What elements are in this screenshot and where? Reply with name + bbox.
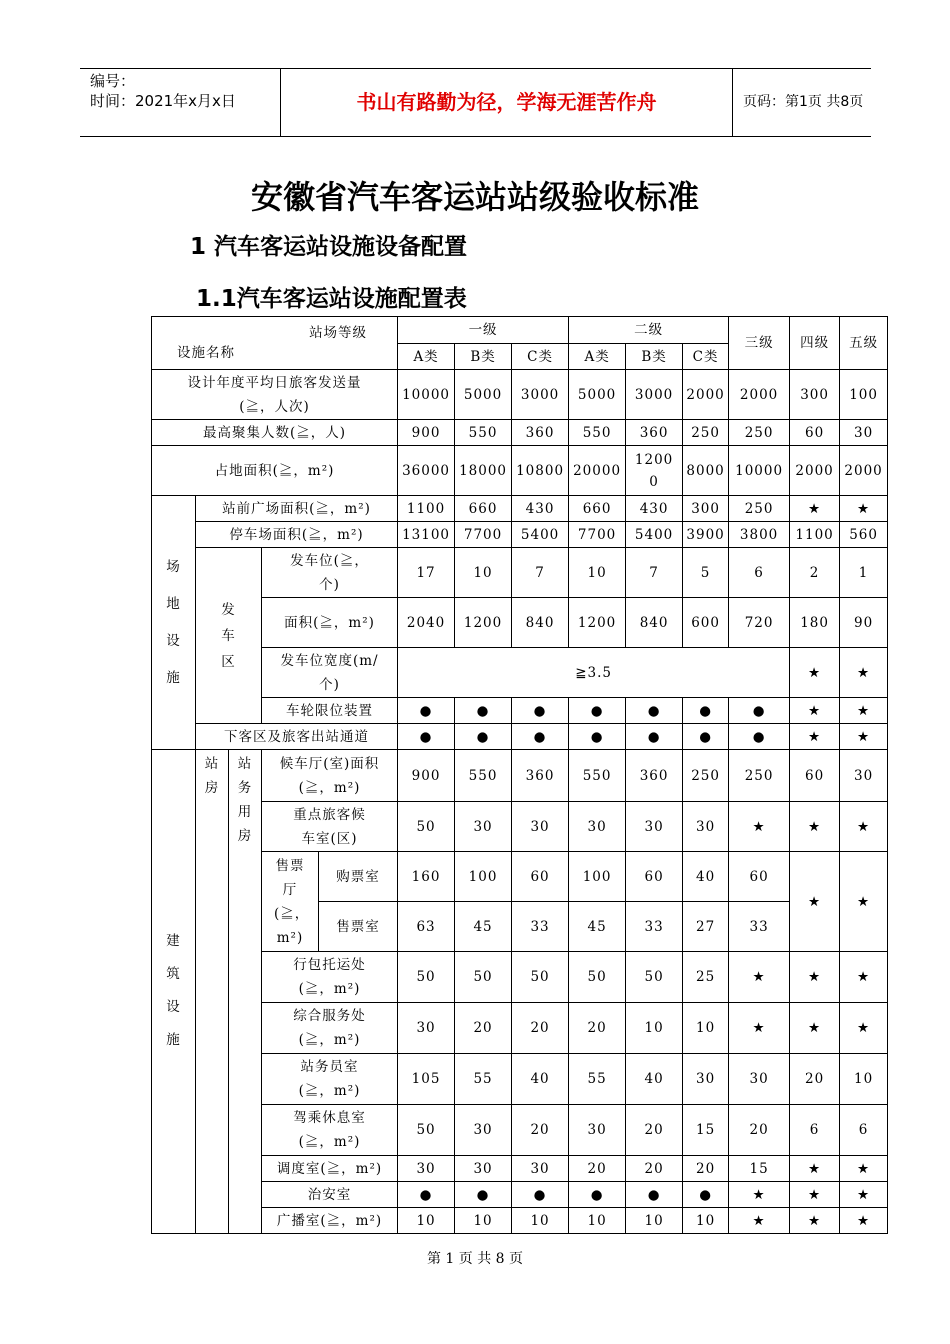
value-cell: 33: [512, 902, 569, 952]
value-cell: 360: [512, 750, 569, 802]
value-cell: 60: [512, 852, 569, 902]
value-cell: 7: [626, 548, 683, 598]
class-a-header: A类: [398, 344, 455, 370]
value-cell: 30: [840, 750, 888, 802]
value-cell: ★: [840, 496, 888, 522]
value-cell: ★: [840, 802, 888, 852]
table-row: [152, 698, 888, 724]
value-cell: 7700: [455, 522, 512, 548]
value-cell: ★: [840, 852, 888, 952]
row-label: 最高聚集人数(≧，人): [152, 420, 398, 446]
value-cell: ★: [790, 724, 840, 750]
value-cell: 30: [729, 1054, 790, 1105]
value-cell: 10: [626, 1003, 683, 1054]
value-cell: 25: [683, 952, 729, 1003]
value-cell: 36000: [398, 446, 455, 496]
table-row: [152, 1105, 888, 1156]
value-cell: 50: [512, 952, 569, 1003]
value-cell: ●: [683, 724, 729, 750]
value-cell: ●: [455, 1182, 512, 1208]
table-row: [152, 548, 888, 598]
table-row: [152, 1182, 888, 1208]
value-cell: 5: [683, 548, 729, 598]
facility-config-table: [151, 316, 888, 1234]
value-cell: 3000: [626, 370, 683, 420]
value-cell: 100: [455, 852, 512, 902]
value-cell: 30: [683, 1054, 729, 1105]
value-cell: 8000: [683, 446, 729, 496]
value-cell: 550: [569, 750, 626, 802]
value-cell: 10: [683, 1208, 729, 1234]
value-cell: ★: [729, 952, 790, 1003]
value-cell: 250: [729, 420, 790, 446]
value-cell: 1200: [455, 598, 512, 648]
value-cell: 45: [569, 902, 626, 952]
class-b-header: B类: [455, 344, 512, 370]
value-cell: 30: [398, 1003, 455, 1054]
value-cell: 60: [626, 852, 683, 902]
value-cell: 60: [790, 750, 840, 802]
value-cell: ★: [840, 724, 888, 750]
value-cell: 50: [398, 1105, 455, 1156]
category-departure-area: [196, 548, 262, 724]
class-a-header: A类: [569, 344, 626, 370]
value-cell: 40: [683, 852, 729, 902]
value-cell: 30: [455, 802, 512, 852]
category-site-facilities: [152, 496, 196, 750]
row-label: 发车位宽度(m/个): [262, 648, 398, 698]
value-cell: ★: [729, 1182, 790, 1208]
category-ticket-label: 售票厅(≧，m²): [274, 857, 310, 946]
class-c-header: C类: [512, 344, 569, 370]
table-row: [152, 522, 888, 548]
value-cell: 2040: [398, 598, 455, 648]
category-staff-rooms: [229, 750, 262, 1234]
value-cell: 33: [626, 902, 683, 952]
value-cell: 10: [455, 548, 512, 598]
value-cell: ★: [790, 802, 840, 852]
table-row: [152, 952, 888, 1003]
category-station-label: 站房: [204, 756, 220, 796]
value-cell: 18000: [455, 446, 512, 496]
category-building-facilities: [152, 750, 196, 1234]
corner-level-label: 站场等级: [309, 325, 368, 341]
value-cell: ●: [626, 698, 683, 724]
value-cell: 2000: [840, 446, 888, 496]
level-3-header: 三级: [729, 317, 790, 370]
table-row: [152, 446, 888, 496]
value-cell: 20: [512, 1003, 569, 1054]
header-motto: 书山有路勤为径，学海无涯苦作舟: [280, 69, 733, 136]
value-cell: 2000: [729, 370, 790, 420]
value-cell: 250: [683, 750, 729, 802]
value-cell: 250: [683, 420, 729, 446]
value-cell: 300: [683, 496, 729, 522]
value-cell: 30: [683, 802, 729, 852]
value-cell: ●: [626, 724, 683, 750]
row-label: 广播室(≧，m²): [262, 1208, 398, 1234]
value-cell: 7700: [569, 522, 626, 548]
value-cell: 20: [569, 1156, 626, 1182]
row-label: 售票室: [319, 902, 398, 952]
value-cell: ●: [626, 1182, 683, 1208]
row-label: 站务员室(≧，m²): [262, 1054, 398, 1105]
value-cell: ★: [840, 648, 888, 698]
value-cell: 10: [840, 1054, 888, 1105]
value-cell: 10: [683, 1003, 729, 1054]
value-cell: ★: [840, 1003, 888, 1054]
value-cell: ●: [398, 698, 455, 724]
value-cell: ★: [840, 1182, 888, 1208]
value-cell: ●: [455, 698, 512, 724]
value-cell: 40: [626, 1054, 683, 1105]
document-number-label: 编号：: [90, 72, 136, 90]
value-cell: 560: [840, 522, 888, 548]
table-row: [152, 852, 888, 902]
value-cell: ●: [683, 698, 729, 724]
value-cell: 60: [729, 852, 790, 902]
value-cell: 900: [398, 750, 455, 802]
table-row: [152, 750, 888, 802]
value-cell: 10800: [512, 446, 569, 496]
value-cell: 20: [790, 1054, 840, 1105]
row-label: 调度室(≧，m²): [262, 1156, 398, 1182]
row-label: 停车场面积(≧，m²): [196, 522, 398, 548]
value-cell: 550: [455, 750, 512, 802]
level-4-header: 四级: [790, 317, 840, 370]
value-cell: ★: [790, 1003, 840, 1054]
value-cell: 12000: [626, 446, 683, 496]
value-cell: 30: [398, 1156, 455, 1182]
value-cell: ★: [729, 802, 790, 852]
value-cell: 2: [790, 548, 840, 598]
value-cell: 3800: [729, 522, 790, 548]
value-cell: 360: [626, 420, 683, 446]
table-corner-header: [152, 317, 398, 370]
row-label: 发车位(≧，个): [262, 548, 398, 598]
value-cell: 160: [398, 852, 455, 902]
value-cell: 63: [398, 902, 455, 952]
value-cell: 20: [569, 1003, 626, 1054]
value-cell: 1: [840, 548, 888, 598]
category-building-label: 建筑设施: [166, 932, 181, 1048]
class-c-header: C类: [683, 344, 729, 370]
value-cell: 20: [626, 1156, 683, 1182]
corner-facility-label: 设施名称: [177, 345, 235, 361]
value-cell: 1100: [398, 496, 455, 522]
value-cell: 840: [626, 598, 683, 648]
value-cell: 900: [398, 420, 455, 446]
value-cell: ★: [840, 1208, 888, 1234]
value-cell: 5000: [569, 370, 626, 420]
value-cell: 100: [569, 852, 626, 902]
value-cell: 550: [569, 420, 626, 446]
value-cell: ●: [569, 1182, 626, 1208]
bay-width-value: ≧3.5: [398, 648, 790, 698]
value-cell: ●: [512, 724, 569, 750]
value-cell: 50: [455, 952, 512, 1003]
class-b-header: B类: [626, 344, 683, 370]
value-cell: 10: [569, 548, 626, 598]
value-cell: 20: [626, 1105, 683, 1156]
value-cell: 5400: [626, 522, 683, 548]
value-cell: ★: [840, 1156, 888, 1182]
value-cell: 3000: [512, 370, 569, 420]
row-label: 面积(≧，m²): [262, 598, 398, 648]
value-cell: 3900: [683, 522, 729, 548]
header-left: [80, 69, 280, 136]
document-date-label: 时间：2021年x月x日: [90, 92, 236, 110]
value-cell: ★: [790, 496, 840, 522]
category-staff-label: 站务用房: [237, 756, 253, 844]
value-cell: 30: [569, 802, 626, 852]
row-label: 站前广场面积(≧，m²): [196, 496, 398, 522]
value-cell: 15: [729, 1156, 790, 1182]
value-cell: 6: [790, 1105, 840, 1156]
value-cell: 30: [455, 1156, 512, 1182]
value-cell: 600: [683, 598, 729, 648]
value-cell: ★: [729, 1003, 790, 1054]
value-cell: 50: [626, 952, 683, 1003]
row-label: 候车厅(室)面积(≧，m²): [262, 750, 398, 802]
value-cell: ★: [840, 698, 888, 724]
value-cell: 5000: [455, 370, 512, 420]
value-cell: 50: [398, 952, 455, 1003]
category-ticket-hall: [262, 852, 319, 952]
value-cell: 430: [626, 496, 683, 522]
level-2-header: 二级: [569, 317, 729, 344]
table-row: [152, 648, 888, 698]
row-label: 下客区及旅客出站通道: [196, 724, 398, 750]
value-cell: 55: [569, 1054, 626, 1105]
value-cell: ●: [455, 724, 512, 750]
value-cell: 430: [512, 496, 569, 522]
value-cell: 10: [398, 1208, 455, 1234]
value-cell: 60: [790, 420, 840, 446]
value-cell: ★: [840, 952, 888, 1003]
table-row: [152, 1054, 888, 1105]
value-cell: 6: [729, 548, 790, 598]
table-row: [152, 1208, 888, 1234]
value-cell: 720: [729, 598, 790, 648]
row-label: 设计年度平均日旅客发送量(≧，人次): [152, 370, 398, 420]
value-cell: ●: [512, 1182, 569, 1208]
row-label: 治安室: [262, 1182, 398, 1208]
value-cell: 30: [626, 802, 683, 852]
level-1-header: 一级: [398, 317, 569, 344]
value-cell: 50: [569, 952, 626, 1003]
row-label: 驾乘休息室(≧，m²): [262, 1105, 398, 1156]
value-cell: 30: [455, 1105, 512, 1156]
table-row: [152, 370, 888, 420]
value-cell: 55: [455, 1054, 512, 1105]
category-departure-label: 发车区: [221, 601, 236, 670]
row-label: 购票室: [319, 852, 398, 902]
value-cell: 17: [398, 548, 455, 598]
value-cell: 360: [512, 420, 569, 446]
value-cell: 100: [840, 370, 888, 420]
table-row: [152, 598, 888, 648]
value-cell: ★: [790, 1182, 840, 1208]
value-cell: 2000: [683, 370, 729, 420]
value-cell: 250: [729, 496, 790, 522]
header-page-info: 页码：第1页 共8页: [743, 94, 864, 110]
value-cell: 660: [569, 496, 626, 522]
section-heading-1: 1 汽车客运站设施设备配置: [190, 234, 468, 260]
value-cell: ★: [790, 698, 840, 724]
value-cell: 10: [569, 1208, 626, 1234]
value-cell: 10: [512, 1208, 569, 1234]
value-cell: 660: [455, 496, 512, 522]
value-cell: 7: [512, 548, 569, 598]
value-cell: 30: [512, 1156, 569, 1182]
value-cell: 360: [626, 750, 683, 802]
value-cell: 90: [840, 598, 888, 648]
section-heading-1-1: 1.1汽车客运站设施配置表: [196, 286, 467, 312]
value-cell: 20: [512, 1105, 569, 1156]
value-cell: 10: [626, 1208, 683, 1234]
value-cell: 30: [512, 802, 569, 852]
table-row: [152, 420, 888, 446]
value-cell: 840: [512, 598, 569, 648]
value-cell: 20: [455, 1003, 512, 1054]
value-cell: ●: [398, 724, 455, 750]
value-cell: 13100: [398, 522, 455, 548]
value-cell: 20: [729, 1105, 790, 1156]
value-cell: ★: [729, 1208, 790, 1234]
value-cell: 45: [455, 902, 512, 952]
value-cell: 250: [729, 750, 790, 802]
value-cell: ●: [569, 724, 626, 750]
value-cell: ★: [790, 1156, 840, 1182]
value-cell: ●: [729, 724, 790, 750]
row-label: 行包托运处(≧，m²): [262, 952, 398, 1003]
value-cell: 27: [683, 902, 729, 952]
document-title: 安徽省汽车客运站站级验收标准: [250, 178, 699, 216]
level-5-header: 五级: [840, 317, 888, 370]
category-site-label: 场地设施: [166, 558, 181, 686]
value-cell: 10000: [729, 446, 790, 496]
row-label: 综合服务处(≧，m²): [262, 1003, 398, 1054]
table-row: [152, 802, 888, 852]
category-station-house: [196, 750, 229, 1234]
table-row: [152, 724, 888, 750]
value-cell: ●: [683, 1182, 729, 1208]
value-cell: ●: [729, 698, 790, 724]
row-label: 车轮限位装置: [262, 698, 398, 724]
value-cell: 6: [840, 1105, 888, 1156]
table-row: [152, 1003, 888, 1054]
value-cell: 300: [790, 370, 840, 420]
row-label: 占地面积(≧，m²): [152, 446, 398, 496]
value-cell: 20000: [569, 446, 626, 496]
value-cell: 33: [729, 902, 790, 952]
value-cell: ★: [790, 648, 840, 698]
value-cell: 1200: [569, 598, 626, 648]
value-cell: 15: [683, 1105, 729, 1156]
value-cell: 40: [512, 1054, 569, 1105]
value-cell: 5400: [512, 522, 569, 548]
value-cell: ●: [569, 698, 626, 724]
value-cell: 2000: [790, 446, 840, 496]
value-cell: 10000: [398, 370, 455, 420]
table-row: [152, 496, 888, 522]
value-cell: 180: [790, 598, 840, 648]
value-cell: ●: [398, 1182, 455, 1208]
value-cell: ★: [790, 952, 840, 1003]
value-cell: 550: [455, 420, 512, 446]
value-cell: 50: [398, 802, 455, 852]
value-cell: ●: [512, 698, 569, 724]
value-cell: 30: [569, 1105, 626, 1156]
table-row: [152, 1156, 888, 1182]
row-label: 重点旅客候车室(区): [262, 802, 398, 852]
value-cell: ★: [790, 1208, 840, 1234]
page-footer: 第 1 页 共 8 页: [426, 1251, 524, 1267]
value-cell: 20: [683, 1156, 729, 1182]
page-header: [80, 68, 871, 137]
value-cell: ★: [790, 852, 840, 952]
value-cell: 10: [455, 1208, 512, 1234]
value-cell: 105: [398, 1054, 455, 1105]
value-cell: 1100: [790, 522, 840, 548]
value-cell: 30: [840, 420, 888, 446]
